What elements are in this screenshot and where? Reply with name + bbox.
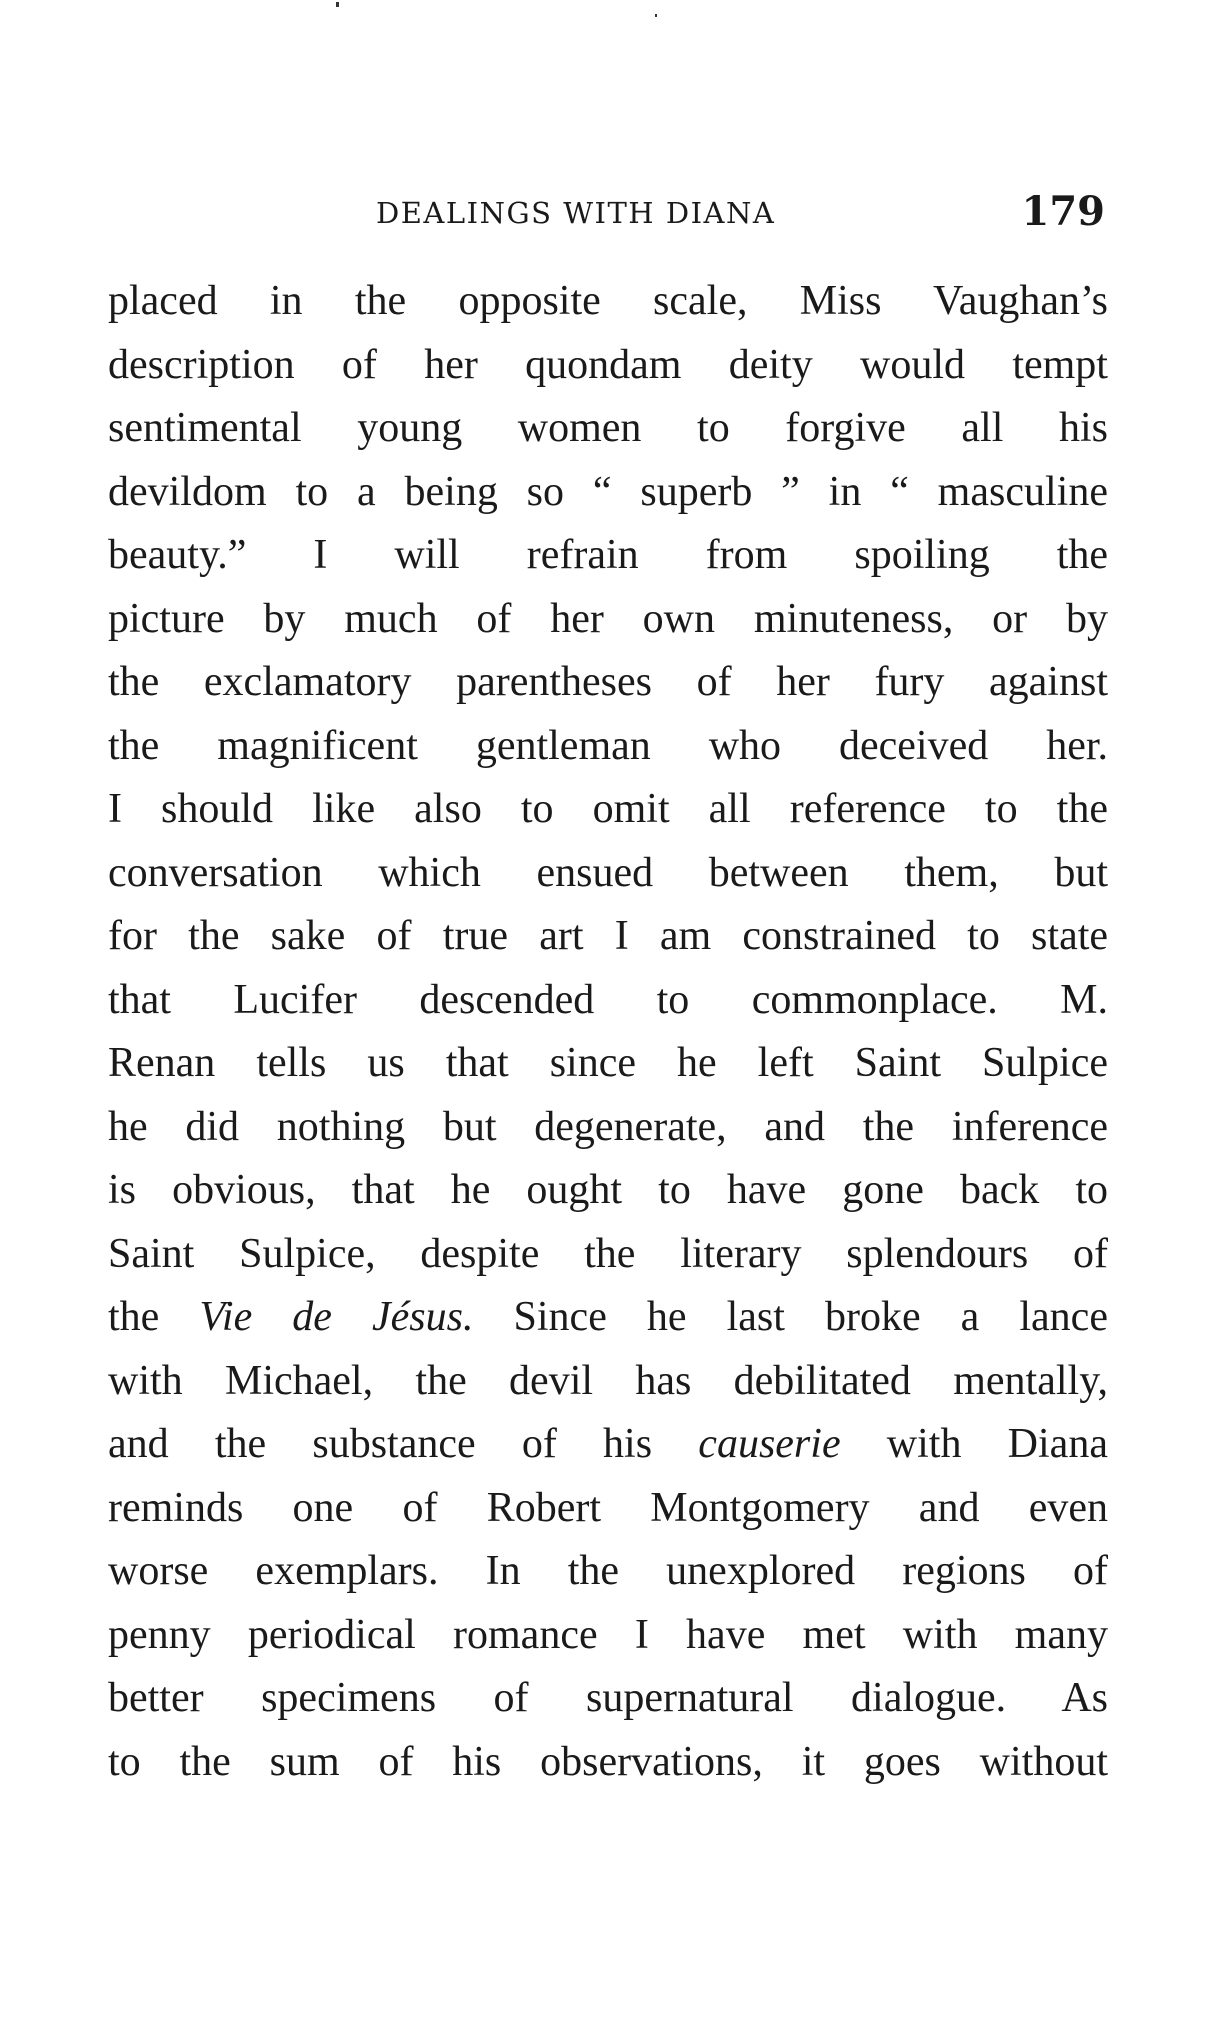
text-line: to the sum of his observations, it goes without <box>108 1738 1108 1785</box>
text-line: for the sake of true art I am constrained to state <box>108 913 1108 959</box>
text-line: beauty.” I will refrain from spoiling the <box>108 532 1108 578</box>
text-line: picture by much of her own minuteness, or by <box>108 595 1108 642</box>
text-line: devildom to a being so “ superb ” in “ masculine <box>108 468 1108 515</box>
text-segment: the <box>108 1294 200 1340</box>
text-line: he did nothing but degenerate, and the inference <box>108 1103 1108 1150</box>
text-line: penny periodical romance I have met with many <box>108 1611 1108 1658</box>
text-line: reminds one of Robert Montgomery and even <box>108 1484 1108 1531</box>
text-segment: Since he last broke a lance <box>473 1294 1108 1340</box>
text-segment: with Diana <box>840 1421 1108 1467</box>
text-line: placed in the opposite scale, Miss Vaughan’s <box>108 278 1108 324</box>
text-line: I should like also to omit all reference to the <box>108 786 1108 832</box>
text-line: description of her quondam deity would tempt <box>108 341 1108 388</box>
text-line: with Michael, the devil has debilitated mentally, <box>108 1357 1108 1404</box>
text-line: worse exemplars. In the unexplored regions of <box>108 1548 1108 1594</box>
text-line: the exclamatory parentheses of her fury against <box>108 659 1108 705</box>
text-line: that Lucifer descended to commonplace. M. <box>108 976 1108 1023</box>
text-line: better specimens of supernatural dialogue. As <box>108 1675 1108 1721</box>
page-number: 179 <box>1021 188 1105 235</box>
text-segment: and the substance of his <box>108 1421 699 1467</box>
text-line-with-italic <box>108 1286 1108 1350</box>
italic-word: causerie <box>698 1421 841 1467</box>
page-header <box>108 188 1113 240</box>
text-line: Renan tells us that since he left Saint Sulpice <box>108 1040 1108 1086</box>
text-line: the magnificent gentleman who deceived her. <box>108 722 1108 769</box>
body-text <box>108 270 1108 1794</box>
scan-speck <box>336 2 339 7</box>
text-line-with-italic <box>108 1413 1108 1477</box>
text-line: sentimental young women to forgive all his <box>108 405 1108 451</box>
scan-speck <box>655 14 657 17</box>
text-line: is obvious, that he ought to have gone back to <box>108 1167 1108 1213</box>
running-head: DEALINGS WITH DIANA <box>376 196 776 230</box>
text-line: conversation which ensued between them, but <box>108 849 1108 896</box>
text-line: Saint Sulpice, despite the literary splendours of <box>108 1230 1108 1277</box>
italic-title: Vie de Jésus. <box>199 1294 474 1340</box>
